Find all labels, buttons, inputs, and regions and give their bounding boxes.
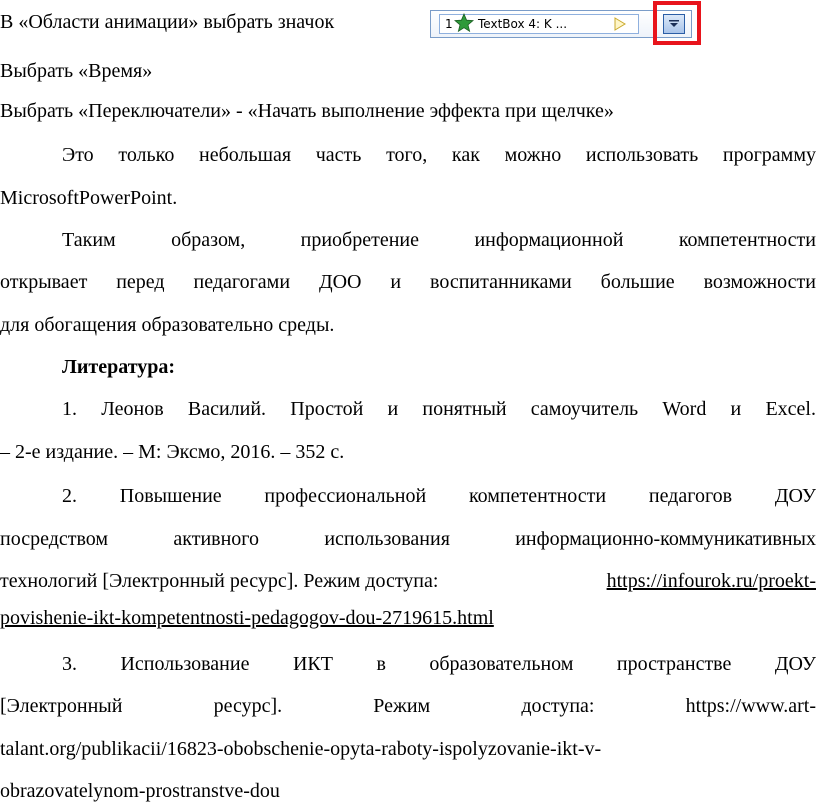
references-heading: Литература: <box>62 356 176 378</box>
reference-3-line: obrazovatelynom-prostranstve-dou <box>0 780 280 802</box>
paragraph-line: Это только небольшая часть того, как можно использовать программу <box>62 144 816 166</box>
reference-2-text: технологий [Электронный ресурс]. Режим доступа: <box>0 570 444 592</box>
line-animation-pane: В «Области анимации» выбрать значок <box>0 11 335 33</box>
reference-2-line <box>0 569 816 593</box>
line-select-time: Выбрать «Время» <box>0 60 153 82</box>
animation-item-field <box>439 14 639 34</box>
reference-1-line: – 2-е издание. – М: Эксмо, 2016. – 352 с. <box>0 441 345 463</box>
reference-3-line: [Электронный ресурс]. Режим доступа: https://www.art- <box>0 695 816 717</box>
reference-1-line: 1. Леонов Василий. Простой и понятный самоучитель Word и Excel. <box>62 398 816 420</box>
highlight-box <box>653 1 701 45</box>
reference-2-link[interactable]: https://infourok.ru/proekt- <box>606 570 816 592</box>
animation-item-label: TextBox 4: K ... <box>478 17 568 31</box>
reference-3-line: talant.org/publikacii/16823-obobschenie-opyta-raboty-ispolyzovanie-ikt-v- <box>0 738 602 760</box>
paragraph-line: MicrosoftPowerPoint. <box>0 187 178 209</box>
line-select-triggers: Выбрать «Переключатели» - «Начать выполнение эффекта при щелчке» <box>0 100 614 122</box>
animation-order-number: 1 <box>445 17 453 31</box>
reference-2-link-continuation[interactable]: povishenie-ikt-kompetentnosti-pedagogov-dou-2719615.html <box>0 607 494 629</box>
reference-2-line: посредством активного использования информационно-коммуникативных <box>0 528 816 550</box>
reference-2-line: 2. Повышение профессиональной компетентности педагогов ДОУ <box>62 485 816 507</box>
play-triangle-icon <box>614 17 626 31</box>
reference-3-line: 3. Использование ИКТ в образовательном пространстве ДОУ <box>62 653 816 675</box>
animation-pane-item[interactable] <box>430 10 692 38</box>
star-icon <box>454 13 474 33</box>
paragraph-line: открывает перед педагогами ДОО и воспитанниками большие возможности <box>0 271 816 293</box>
paragraph-line: Таким образом, приобретение информационной компетентности <box>62 229 816 251</box>
paragraph-line: для обогащения образовательно среды. <box>0 314 335 336</box>
